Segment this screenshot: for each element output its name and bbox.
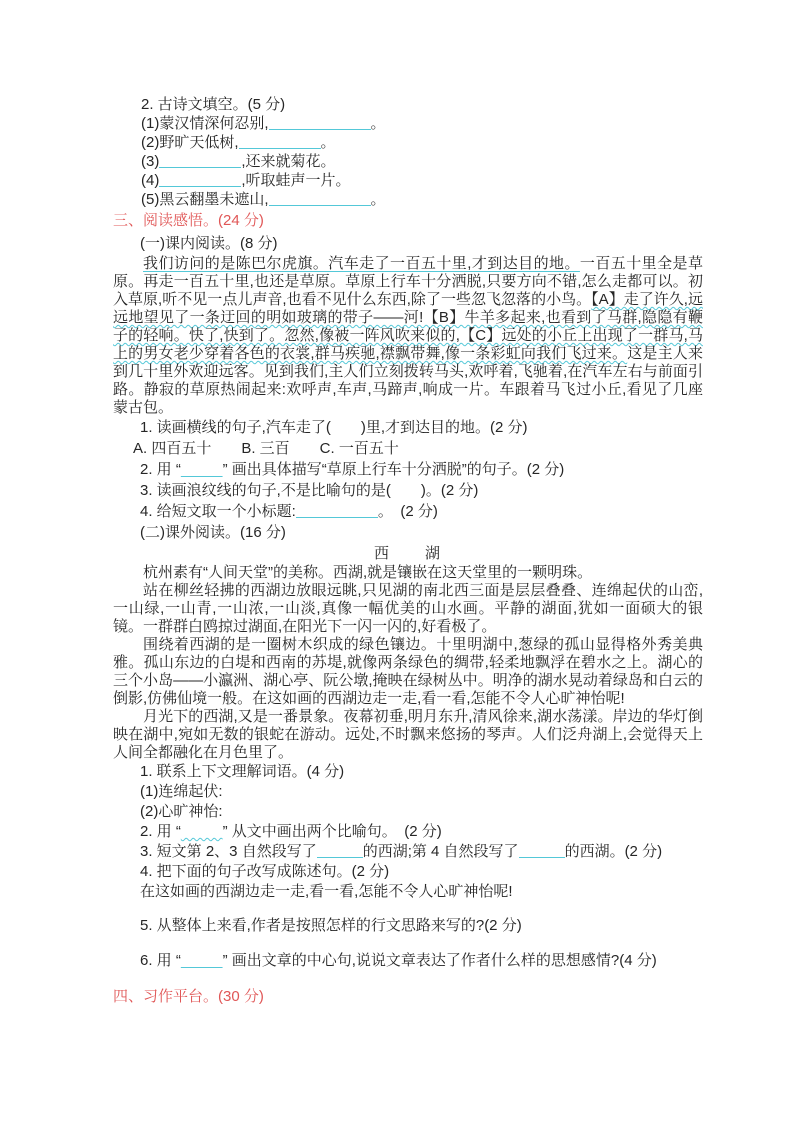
text-segment: 。 (2 分): [377, 503, 438, 520]
extra-question-6: [113, 951, 703, 971]
poetry-fill-item-4: [113, 171, 703, 190]
text-segment: (3): [141, 153, 160, 170]
fill-in-blank: [519, 844, 565, 858]
text-segment: [181, 823, 223, 840]
fill-in-blank: [269, 116, 371, 130]
text-segment: (1)蒙汉情深何忍别,: [141, 115, 269, 132]
text-segment: 2. 用 “: [140, 461, 181, 478]
test-paper-content: [113, 95, 703, 1009]
text-segment: 。: [370, 115, 386, 132]
poetry-fill-item-2: [113, 133, 703, 152]
text-segment: [181, 952, 223, 969]
text-segment: (4): [141, 172, 160, 189]
poetry-fill-heading: 2. 古诗文填空。(5 分): [141, 96, 286, 113]
text-segment: 2. 用 “: [140, 823, 181, 840]
text-segment: ” 画出具体描写“草原上行车十分洒脱”的句子。(2 分): [222, 461, 565, 478]
text-segment: 【A】走了许久,远远地望见了一条迂回的明如玻璃的带子——河!【B】牛羊多起来,也看到了马群,隐隐有鞭子的轻响。快了,快到了。忽然,像被一阵风吹来似的,【C】远处的小丘上出现了一群马,马上的男女老少穿着各色的衣裳,群马疾驰,襟飘带舞,像一条彩虹向我们飞过来。: [113, 291, 703, 362]
text-segment: 6. 用 “: [140, 952, 181, 969]
fill-in-blank: [159, 173, 241, 187]
text-segment: 的西湖。(2 分): [564, 843, 663, 860]
text-segment: (5)黑云翻墨未遮山,: [141, 191, 269, 208]
text-segment: ” 画出文章的中心句,说说文章表达了作者什么样的思想感情?(4 分): [222, 952, 657, 969]
text-segment: 。: [320, 134, 336, 151]
fill-in-blank: [317, 844, 363, 858]
section-heading-reading: 三、阅读感悟。(24 分): [113, 212, 264, 229]
in-class-question-3: 3. 读画浪纹线的句子,不是比喻句的是( )。(2 分): [140, 482, 479, 499]
section-heading-writing: 四、习作平台。(30 分): [113, 988, 264, 1005]
passage-grassland: [113, 255, 703, 417]
text-segment: [181, 461, 223, 478]
west-lake-paragraph-3: 围绕着西湖的是一圈树木织成的绿色镶边。十里明湖中,葱绿的孤山显得格外秀美典雅。孤山东边的白堤和西南的苏堤,就像两条绿色的绸带,轻柔地飘浮在碧水之上。湖心的三个小岛——小瀛洲、湖心亭、阮公墩,掩映在绿树丛中。明净的湖水晃动着绿岛和白云的倒影,仿佛仙境一般。在这如画的西湖边走一走,看一看,怎能不令人心旷神怡呢!: [113, 636, 703, 707]
extra-question-1-word-1: (1)连绵起伏:: [140, 783, 223, 800]
in-class-question-2: [113, 459, 703, 480]
in-class-question-4: [113, 501, 703, 522]
poetry-fill-item-3: [113, 152, 703, 171]
subsection-heading-extra: (二)课外阅读。(16 分): [140, 524, 286, 541]
text-segment: 4. 给短文取一个小标题:: [140, 503, 296, 520]
west-lake-paragraph-1: 杭州素有“人间天堂”的美称。西湖,就是镶嵌在这天堂里的一颗明珠。: [143, 564, 593, 581]
passage-title-west-lake: 西 湖: [373, 545, 442, 562]
west-lake-paragraph-4: 月光下的西湖,又是一番景象。夜幕初垂,明月东升,清风徐来,湖水荡漾。岸边的华灯倒映在湖中,宛如无数的银蛇在游动。远处,不时飘来悠扬的琴声。人们泛舟湖上,会觉得天上人间全都融化在月色里了。: [113, 708, 703, 761]
in-class-question-1-options: A. 四百五十 B. 三百 C. 一百五十: [133, 440, 399, 457]
text-segment: 这是主人来到几十里外欢迎远客。见到我们,主人们立刻拨转马头,欢呼着,飞驰着,在汽车左右与前面引路。静寂的草原热闹起来:欢呼声,车声,马蹄声,响成一片。车跟着马飞过小丘,看见了几座蒙古包。: [113, 345, 703, 416]
fill-in-blank: [296, 504, 378, 518]
text-segment: (2)野旷天低树,: [141, 134, 239, 151]
text-segment: 3. 短文第 2、3 自然段写了: [140, 843, 317, 860]
extra-question-1-word-2: (2)心旷神怡:: [140, 803, 223, 820]
extra-question-4: 4. 把下面的句子改写成陈述句。(2 分): [140, 863, 390, 880]
text-segment: ,听取蛙声一片。: [241, 172, 351, 189]
extra-question-5: 5. 从整体上来看,作者是按照怎样的行文思路来写的?(2 分): [140, 917, 522, 934]
west-lake-paragraph-2: 站在柳丝轻拂的西湖边放眼远眺,只见湖的南北西三面是层层叠叠、连绵起伏的山峦,一山绿,一山青,一山浓,一山淡,真像一幅优美的山水画。平静的湖面,犹如一面硕大的银镜。一群群白鸥掠过湖面,在阳光下一闪一闪的,好看极了。: [113, 582, 703, 635]
text-segment: 。: [370, 191, 386, 208]
extra-question-2: [113, 822, 703, 842]
fill-in-blank: [239, 135, 321, 149]
fill-in-blank: [159, 154, 241, 168]
text-segment: ” 从文中画出两个比喻句。 (2 分): [222, 823, 442, 840]
subsection-heading-in-class: (一)课内阅读。(8 分): [140, 235, 278, 252]
text-segment: 的西湖;第 4 自然段写了: [362, 843, 519, 860]
extra-question-4-sentence: 在这如画的西湖边走一走,看一看,怎能不令人心旷神怡呢!: [140, 883, 513, 900]
poetry-fill-item-1: [113, 114, 703, 133]
extra-question-1: 1. 联系上下文理解词语。(4 分): [140, 763, 345, 780]
in-class-question-1: 1. 读画横线的句子,汽车走了( )里,才到达目的地。(2 分): [140, 419, 528, 436]
text-segment: ,还来就菊花。: [241, 153, 336, 170]
text-segment: 我们访问的是陈巴尔虎旗。汽车走了一百五十里,才到达目的地。: [143, 255, 580, 272]
extra-question-3: [113, 842, 703, 862]
text-segment: 一百五十里全是草原。再走一百五十里,也还是草原。草原上行车十分洒脱,只要方向不错,怎么走都可以。初入草原,听不见一点儿声音,也看不见什么东西,除了一些忽飞忽落的小鸟。: [113, 255, 703, 308]
fill-in-blank: [269, 192, 371, 206]
poetry-fill-item-5: [113, 190, 703, 209]
